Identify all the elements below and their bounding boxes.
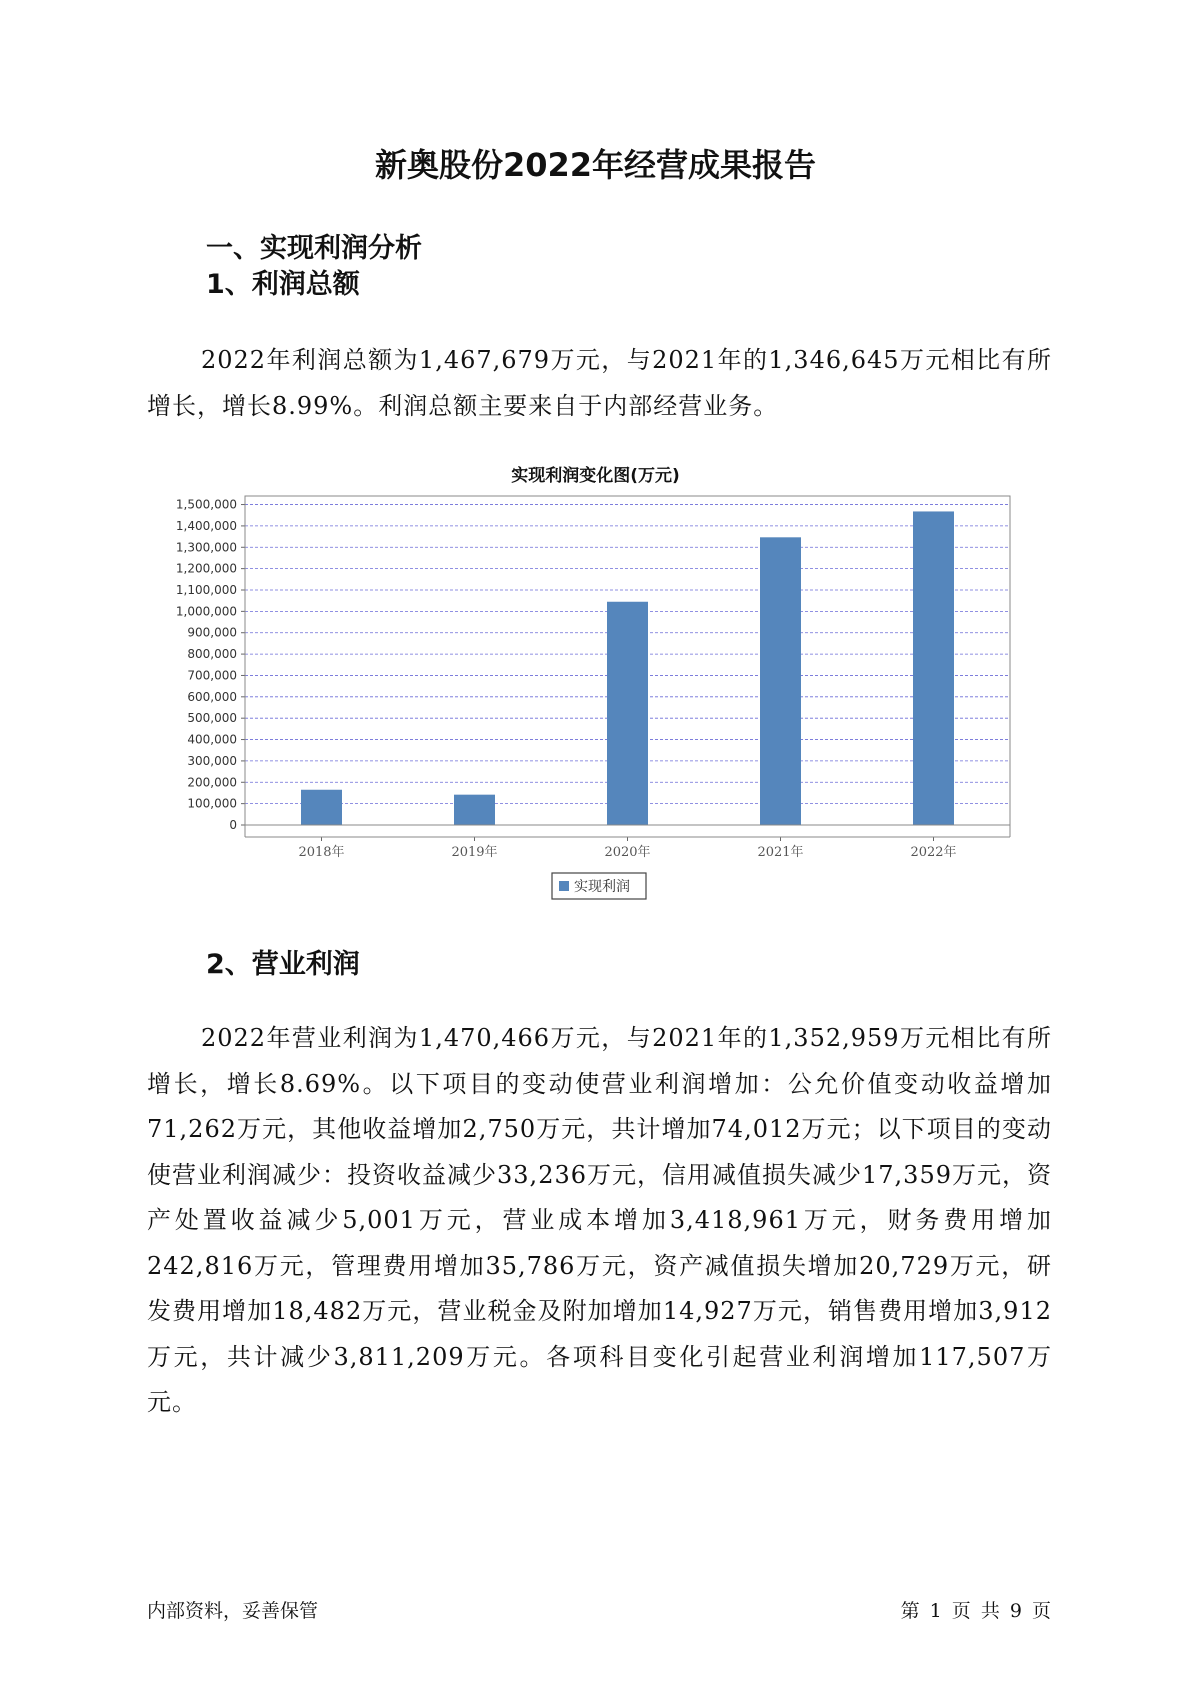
operating-profit-paragraph: 2022年营业利润为1,470,466万元，与2021年的1,352,959万元相比有所增长，增长8.69%。以下项目的变动使营业利润增加：公允价值变动收益增加71,262万元，其他收益增加2,750万元，共计增加74,012万元；以下项目的变动使营业利润减少：投资收益减少33,236万元，信用减值损失减少17,359万元，资产处置收益减少5,001万元，营业成本增加3,418,961万元，财务费用增加242,816万元，管理费用增加35,786万元，资产减值损失增加20,729万元，研发费用增加18,482万元，营业税金及附加增加14,927万元，销售费用增加3,912万元，共计减少3,811,209万元。各项科目变化引起营业利润增加117,507万元。 [147, 1024, 1052, 1416]
profit-bar-chart [150, 490, 1040, 910]
chart-y-tick-label: 1,000,000 [175, 604, 237, 619]
chart-y-tick-label: 800,000 [187, 647, 237, 662]
document-title: 新奥股份2022年经营成果报告 [374, 146, 817, 184]
chart-x-tick-label: 2018年 [298, 845, 345, 860]
chart-y-tick-label: 1,500,000 [175, 497, 237, 512]
chart-y-tick-label: 0 [229, 818, 237, 832]
chart-y-tick-label: 100,000 [187, 796, 237, 811]
legend-label: 实现利润 [574, 879, 630, 895]
chart-y-tick-label: 500,000 [187, 711, 237, 726]
chart-y-tick-label: 400,000 [187, 732, 237, 747]
chart-y-tick-label: 1,300,000 [175, 540, 237, 555]
chart-bar [913, 511, 954, 825]
subsection-heading-operating-profit: 2、营业利润 [206, 949, 360, 980]
chart-y-tick-label: 1,400,000 [175, 518, 237, 533]
chart-y-tick-label: 1,100,000 [175, 583, 237, 597]
chart-bar [607, 602, 648, 825]
chart-y-tick-label: 900,000 [187, 625, 237, 640]
chart-y-tick-label: 700,000 [187, 668, 237, 683]
chart-legend [552, 873, 646, 899]
chart-x-tick-labels [298, 837, 956, 860]
chart-y-tick-labels [176, 498, 237, 832]
chart-y-tick-label: 200,000 [187, 775, 237, 790]
footer-page-info: 第 1 页 共 9 页 [900, 1600, 1051, 1622]
chart-title: 实现利润变化图(万元) [511, 466, 680, 486]
footer-confidential-note: 内部资料，妥善保管 [147, 1600, 319, 1622]
chart-y-tick-label: 600,000 [187, 689, 237, 704]
chart-bar [760, 537, 801, 825]
chart-x-tick-label: 2019年 [451, 845, 498, 860]
chart-x-tick-label: 2022年 [910, 845, 957, 860]
total-profit-paragraph: 2022年利润总额为1,467,679万元，与2021年的1,346,645万元相比有所增长，增长8.99%。利润总额主要来自于内部经营业务。 [147, 346, 1052, 420]
legend-swatch [559, 881, 569, 891]
chart-bar [301, 790, 342, 825]
chart-y-tick-label: 1,200,000 [175, 561, 237, 576]
section-heading-profit-analysis: 一、实现利润分析 [206, 233, 422, 264]
chart-x-tick-label: 2020年 [604, 845, 651, 860]
chart-x-tick-label: 2021年 [757, 845, 804, 860]
chart-y-tick-label: 300,000 [187, 753, 237, 768]
chart-bar [454, 795, 495, 825]
subsection-heading-total-profit: 1、利润总额 [206, 269, 360, 300]
